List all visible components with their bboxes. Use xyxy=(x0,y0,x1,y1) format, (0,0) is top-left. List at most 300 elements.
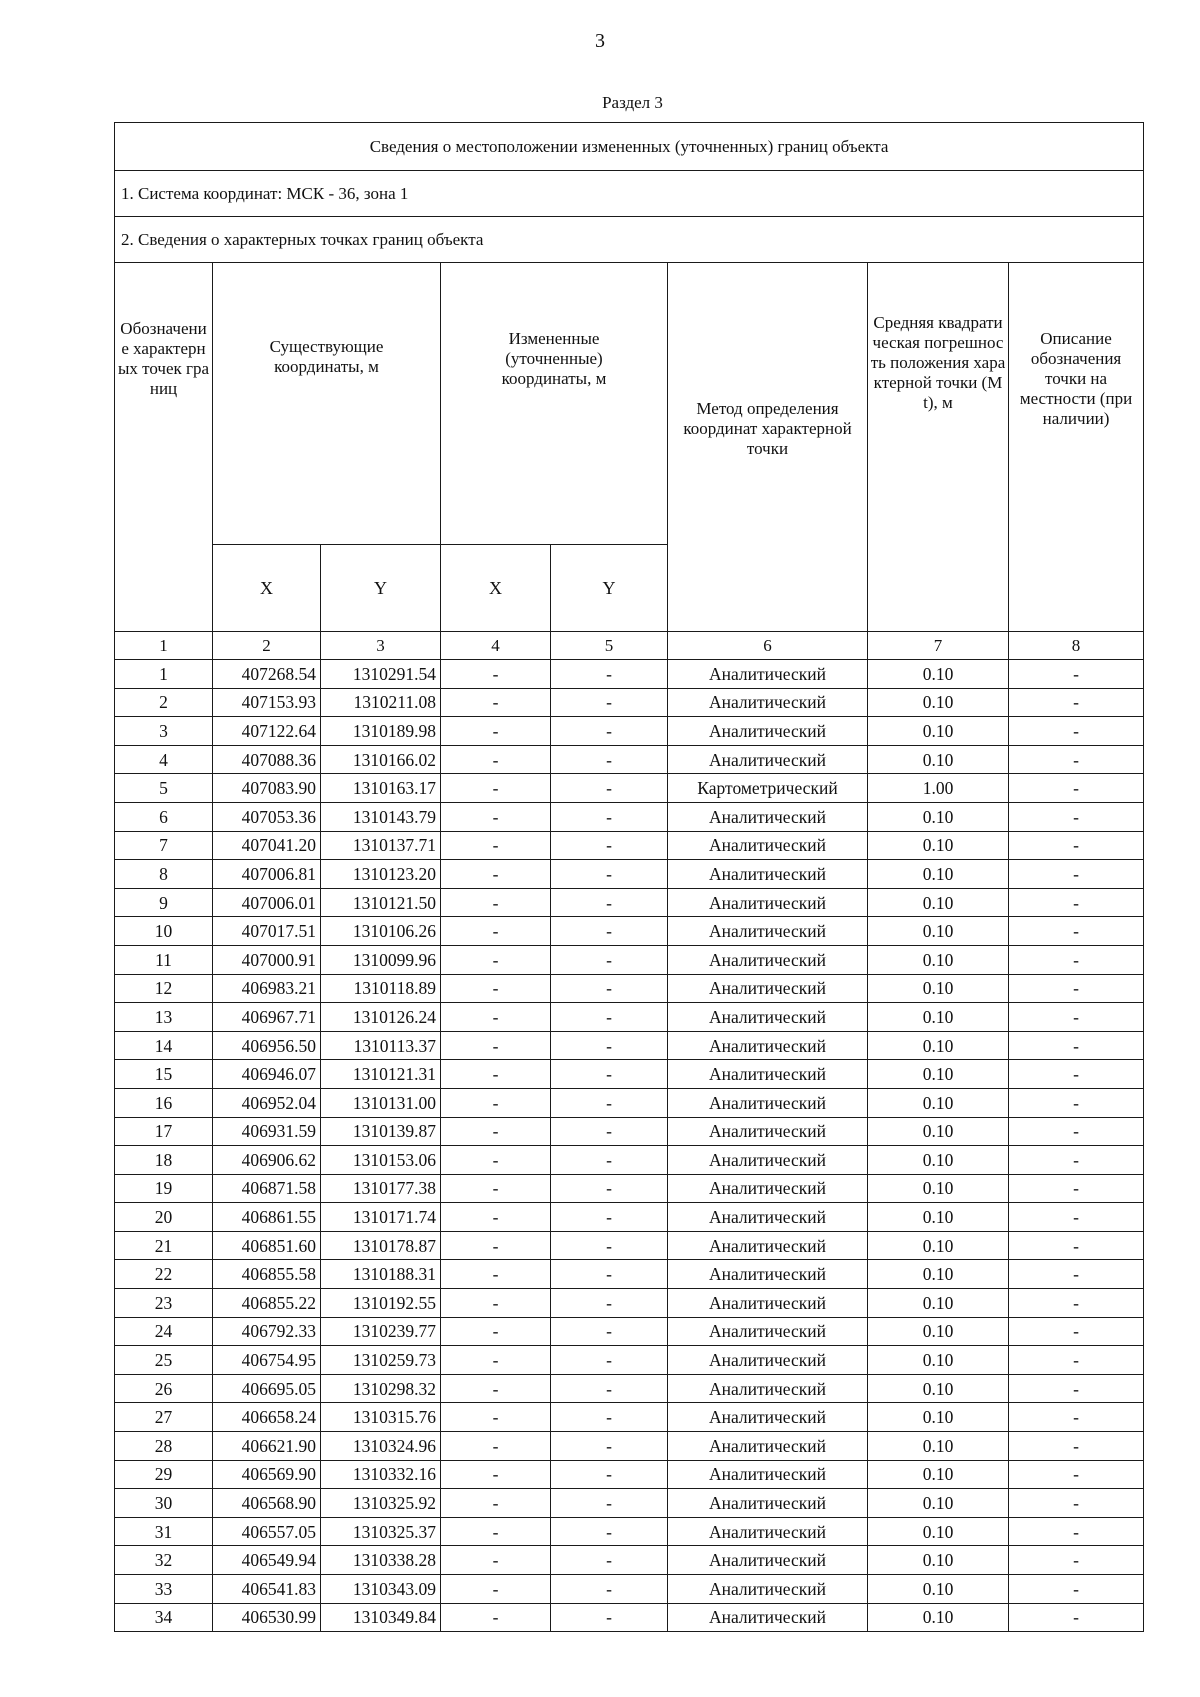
table-row xyxy=(115,802,1144,831)
changed-x-cell: - xyxy=(441,1603,551,1632)
accuracy-cell: 0.10 xyxy=(868,1060,1009,1089)
changed-x-cell: - xyxy=(441,745,551,774)
description-cell: - xyxy=(1009,688,1144,717)
changed-y-cell: - xyxy=(551,860,668,889)
table-row xyxy=(115,660,1144,689)
existing-y-cell: 1310123.20 xyxy=(321,860,441,889)
changed-x-cell: - xyxy=(441,1289,551,1318)
column-number: 6 xyxy=(668,632,868,660)
changed-x-cell: - xyxy=(441,660,551,689)
column-number: 3 xyxy=(321,632,441,660)
point-id-cell: 18 xyxy=(115,1146,213,1175)
existing-x-cell: 406621.90 xyxy=(213,1432,321,1461)
changed-x-cell: - xyxy=(441,888,551,917)
existing-x-cell: 406557.05 xyxy=(213,1517,321,1546)
table-row xyxy=(115,1517,1144,1546)
changed-x-cell: - xyxy=(441,1517,551,1546)
header-changed-coordinates: Измененные (уточненные) координаты, м xyxy=(441,263,668,545)
changed-x-cell: - xyxy=(441,1546,551,1575)
changed-y-cell: - xyxy=(551,688,668,717)
point-id-cell: 25 xyxy=(115,1346,213,1375)
changed-y-cell: - xyxy=(551,1575,668,1604)
changed-x-cell: - xyxy=(441,1117,551,1146)
accuracy-cell: 0.10 xyxy=(868,974,1009,1003)
existing-x-cell: 407153.93 xyxy=(213,688,321,717)
changed-x-cell: - xyxy=(441,1489,551,1518)
point-id-cell: 11 xyxy=(115,945,213,974)
description-cell: - xyxy=(1009,1374,1144,1403)
method-cell: Аналитический xyxy=(668,974,868,1003)
changed-y-cell: - xyxy=(551,1231,668,1260)
changed-y-cell: - xyxy=(551,1517,668,1546)
existing-x-cell: 406983.21 xyxy=(213,974,321,1003)
existing-x-cell: 406569.90 xyxy=(213,1460,321,1489)
accuracy-cell: 0.10 xyxy=(868,1603,1009,1632)
changed-y-cell: - xyxy=(551,1317,668,1346)
accuracy-cell: 0.10 xyxy=(868,1346,1009,1375)
changed-y-cell: - xyxy=(551,1031,668,1060)
point-id-cell: 20 xyxy=(115,1203,213,1232)
table-row xyxy=(115,1346,1144,1375)
existing-x-cell: 406956.50 xyxy=(213,1031,321,1060)
table-row xyxy=(115,888,1144,917)
point-id-cell: 12 xyxy=(115,974,213,1003)
existing-y-cell: 1310131.00 xyxy=(321,1088,441,1117)
description-cell: - xyxy=(1009,917,1144,946)
description-cell: - xyxy=(1009,802,1144,831)
existing-y-cell: 1310118.89 xyxy=(321,974,441,1003)
accuracy-cell: 0.10 xyxy=(868,1489,1009,1518)
changed-x-cell: - xyxy=(441,1575,551,1604)
table-row xyxy=(115,717,1144,746)
existing-x-cell: 406658.24 xyxy=(213,1403,321,1432)
column-numbers-row xyxy=(115,632,1144,660)
table-row xyxy=(115,945,1144,974)
table-row xyxy=(115,688,1144,717)
method-cell: Аналитический xyxy=(668,1489,868,1518)
accuracy-cell: 0.10 xyxy=(868,917,1009,946)
header-changed-x: X xyxy=(441,545,551,632)
accuracy-cell: 0.10 xyxy=(868,831,1009,860)
method-cell: Аналитический xyxy=(668,1117,868,1146)
existing-y-cell: 1310239.77 xyxy=(321,1317,441,1346)
existing-x-cell: 406906.62 xyxy=(213,1146,321,1175)
method-cell: Аналитический xyxy=(668,1460,868,1489)
changed-y-cell: - xyxy=(551,1088,668,1117)
existing-x-cell: 406541.83 xyxy=(213,1575,321,1604)
existing-x-cell: 407041.20 xyxy=(213,831,321,860)
column-number: 1 xyxy=(115,632,213,660)
existing-x-cell: 407000.91 xyxy=(213,945,321,974)
changed-y-cell: - xyxy=(551,1546,668,1575)
accuracy-cell: 0.10 xyxy=(868,1317,1009,1346)
accuracy-cell: 0.10 xyxy=(868,1517,1009,1546)
changed-x-cell: - xyxy=(441,802,551,831)
table-row xyxy=(115,1575,1144,1604)
description-cell: - xyxy=(1009,1117,1144,1146)
column-number: 4 xyxy=(441,632,551,660)
coordinate-system: 1. Система координат: МСК - 36, зона 1 xyxy=(115,171,1144,217)
point-id-cell: 24 xyxy=(115,1317,213,1346)
existing-y-cell: 1310106.26 xyxy=(321,917,441,946)
accuracy-cell: 0.10 xyxy=(868,1146,1009,1175)
changed-x-cell: - xyxy=(441,1174,551,1203)
accuracy-cell: 0.10 xyxy=(868,1003,1009,1032)
changed-y-cell: - xyxy=(551,1374,668,1403)
changed-x-cell: - xyxy=(441,1088,551,1117)
point-id-cell: 34 xyxy=(115,1603,213,1632)
accuracy-cell: 0.10 xyxy=(868,1374,1009,1403)
table-row xyxy=(115,1146,1144,1175)
description-cell: - xyxy=(1009,1460,1144,1489)
table-row xyxy=(115,1432,1144,1461)
changed-x-cell: - xyxy=(441,1231,551,1260)
existing-y-cell: 1310315.76 xyxy=(321,1403,441,1432)
existing-x-cell: 407122.64 xyxy=(213,717,321,746)
accuracy-cell: 0.10 xyxy=(868,1546,1009,1575)
existing-y-cell: 1310153.06 xyxy=(321,1146,441,1175)
existing-y-cell: 1310178.87 xyxy=(321,1231,441,1260)
table-row xyxy=(115,1289,1144,1318)
changed-x-cell: - xyxy=(441,1346,551,1375)
changed-x-cell: - xyxy=(441,974,551,1003)
existing-y-cell: 1310137.71 xyxy=(321,831,441,860)
changed-x-cell: - xyxy=(441,1203,551,1232)
changed-x-cell: - xyxy=(441,945,551,974)
changed-x-cell: - xyxy=(441,1031,551,1060)
existing-y-cell: 1310298.32 xyxy=(321,1374,441,1403)
description-cell: - xyxy=(1009,1432,1144,1461)
existing-x-cell: 407088.36 xyxy=(213,745,321,774)
method-cell: Аналитический xyxy=(668,860,868,889)
method-cell: Аналитический xyxy=(668,945,868,974)
table-row xyxy=(115,1603,1144,1632)
description-cell: - xyxy=(1009,888,1144,917)
changed-y-cell: - xyxy=(551,1489,668,1518)
accuracy-cell: 0.10 xyxy=(868,860,1009,889)
table-row xyxy=(115,1231,1144,1260)
changed-x-cell: - xyxy=(441,1403,551,1432)
existing-y-cell: 1310177.38 xyxy=(321,1174,441,1203)
table-row xyxy=(115,1489,1144,1518)
changed-y-cell: - xyxy=(551,717,668,746)
changed-y-cell: - xyxy=(551,1432,668,1461)
table-row xyxy=(115,1260,1144,1289)
changed-y-cell: - xyxy=(551,945,668,974)
existing-y-cell: 1310121.50 xyxy=(321,888,441,917)
method-cell: Аналитический xyxy=(668,745,868,774)
description-cell: - xyxy=(1009,1489,1144,1518)
description-cell: - xyxy=(1009,1603,1144,1632)
existing-y-cell: 1310099.96 xyxy=(321,945,441,974)
changed-x-cell: - xyxy=(441,1060,551,1089)
table-row xyxy=(115,1374,1144,1403)
existing-x-cell: 406754.95 xyxy=(213,1346,321,1375)
point-id-cell: 9 xyxy=(115,888,213,917)
method-cell: Аналитический xyxy=(668,1003,868,1032)
method-cell: Аналитический xyxy=(668,1546,868,1575)
existing-y-cell: 1310332.16 xyxy=(321,1460,441,1489)
changed-y-cell: - xyxy=(551,974,668,1003)
page-number: 3 xyxy=(595,30,605,52)
column-number: 7 xyxy=(868,632,1009,660)
point-id-cell: 10 xyxy=(115,917,213,946)
method-cell: Аналитический xyxy=(668,1317,868,1346)
description-cell: - xyxy=(1009,831,1144,860)
accuracy-cell: 1.00 xyxy=(868,774,1009,803)
accuracy-cell: 0.10 xyxy=(868,888,1009,917)
table-row xyxy=(115,917,1144,946)
changed-x-cell: - xyxy=(441,1374,551,1403)
accuracy-cell: 0.10 xyxy=(868,1088,1009,1117)
method-cell: Картометрический xyxy=(668,774,868,803)
description-cell: - xyxy=(1009,660,1144,689)
point-id-cell: 14 xyxy=(115,1031,213,1060)
changed-x-cell: - xyxy=(441,860,551,889)
column-number: 8 xyxy=(1009,632,1144,660)
existing-x-cell: 406952.04 xyxy=(213,1088,321,1117)
method-cell: Аналитический xyxy=(668,1403,868,1432)
changed-x-cell: - xyxy=(441,1260,551,1289)
existing-y-cell: 1310189.98 xyxy=(321,717,441,746)
table-row xyxy=(115,1088,1144,1117)
method-cell: Аналитический xyxy=(668,1231,868,1260)
accuracy-cell: 0.10 xyxy=(868,1432,1009,1461)
accuracy-cell: 0.10 xyxy=(868,1260,1009,1289)
description-cell: - xyxy=(1009,1031,1144,1060)
existing-y-cell: 1310139.87 xyxy=(321,1117,441,1146)
header-existing-coordinates: Существующие координаты, м xyxy=(213,263,441,545)
table-row xyxy=(115,1203,1144,1232)
changed-y-cell: - xyxy=(551,1060,668,1089)
existing-x-cell: 406851.60 xyxy=(213,1231,321,1260)
table-row xyxy=(115,745,1144,774)
table-row xyxy=(115,1031,1144,1060)
changed-y-cell: - xyxy=(551,917,668,946)
changed-y-cell: - xyxy=(551,1146,668,1175)
existing-y-cell: 1310163.17 xyxy=(321,774,441,803)
existing-x-cell: 407053.36 xyxy=(213,802,321,831)
existing-x-cell: 406871.58 xyxy=(213,1174,321,1203)
changed-x-cell: - xyxy=(441,1146,551,1175)
changed-x-cell: - xyxy=(441,1432,551,1461)
point-id-cell: 15 xyxy=(115,1060,213,1089)
changed-y-cell: - xyxy=(551,1460,668,1489)
table-row xyxy=(115,1460,1144,1489)
existing-x-cell: 406967.71 xyxy=(213,1003,321,1032)
description-cell: - xyxy=(1009,1289,1144,1318)
method-cell: Аналитический xyxy=(668,1060,868,1089)
existing-x-cell: 406695.05 xyxy=(213,1374,321,1403)
point-id-cell: 27 xyxy=(115,1403,213,1432)
header-existing-y: Y xyxy=(321,545,441,632)
description-cell: - xyxy=(1009,1575,1144,1604)
existing-y-cell: 1310171.74 xyxy=(321,1203,441,1232)
method-cell: Аналитический xyxy=(668,1260,868,1289)
description-cell: - xyxy=(1009,745,1144,774)
description-cell: - xyxy=(1009,1317,1144,1346)
existing-x-cell: 406530.99 xyxy=(213,1603,321,1632)
point-id-cell: 1 xyxy=(115,660,213,689)
accuracy-cell: 0.10 xyxy=(868,717,1009,746)
method-cell: Аналитический xyxy=(668,802,868,831)
point-id-cell: 31 xyxy=(115,1517,213,1546)
header-accuracy: Средняя квадратическая погрешность положения характерной точки (Mt), м xyxy=(868,263,1009,632)
point-id-cell: 16 xyxy=(115,1088,213,1117)
method-cell: Аналитический xyxy=(668,831,868,860)
header-method: Метод определения координат характерной точки xyxy=(668,263,868,632)
point-id-cell: 8 xyxy=(115,860,213,889)
table-row xyxy=(115,1546,1144,1575)
point-id-cell: 13 xyxy=(115,1003,213,1032)
table-row xyxy=(115,1117,1144,1146)
accuracy-cell: 0.10 xyxy=(868,1231,1009,1260)
existing-x-cell: 406931.59 xyxy=(213,1117,321,1146)
table-title: Сведения о местоположении измененных (уточненных) границ объекта xyxy=(115,123,1144,171)
existing-x-cell: 406792.33 xyxy=(213,1317,321,1346)
existing-y-cell: 1310143.79 xyxy=(321,802,441,831)
method-cell: Аналитический xyxy=(668,1031,868,1060)
description-cell: - xyxy=(1009,774,1144,803)
changed-x-cell: - xyxy=(441,1317,551,1346)
changed-y-cell: - xyxy=(551,1003,668,1032)
changed-x-cell: - xyxy=(441,831,551,860)
existing-y-cell: 1310113.37 xyxy=(321,1031,441,1060)
existing-y-cell: 1310291.54 xyxy=(321,660,441,689)
changed-y-cell: - xyxy=(551,745,668,774)
accuracy-cell: 0.10 xyxy=(868,802,1009,831)
table-row xyxy=(115,774,1144,803)
table-row xyxy=(115,860,1144,889)
accuracy-cell: 0.10 xyxy=(868,660,1009,689)
header-existing-x: X xyxy=(213,545,321,632)
method-cell: Аналитический xyxy=(668,1289,868,1318)
table-row xyxy=(115,831,1144,860)
accuracy-cell: 0.10 xyxy=(868,1203,1009,1232)
existing-x-cell: 406568.90 xyxy=(213,1489,321,1518)
existing-y-cell: 1310166.02 xyxy=(321,745,441,774)
changed-y-cell: - xyxy=(551,1117,668,1146)
changed-y-cell: - xyxy=(551,774,668,803)
point-id-cell: 33 xyxy=(115,1575,213,1604)
description-cell: - xyxy=(1009,1060,1144,1089)
description-cell: - xyxy=(1009,1088,1144,1117)
table-row xyxy=(115,1060,1144,1089)
description-cell: - xyxy=(1009,1003,1144,1032)
description-cell: - xyxy=(1009,860,1144,889)
description-cell: - xyxy=(1009,717,1144,746)
point-id-cell: 23 xyxy=(115,1289,213,1318)
description-cell: - xyxy=(1009,1403,1144,1432)
accuracy-cell: 0.10 xyxy=(868,1174,1009,1203)
point-id-cell: 4 xyxy=(115,745,213,774)
existing-y-cell: 1310192.55 xyxy=(321,1289,441,1318)
existing-y-cell: 1310188.31 xyxy=(321,1260,441,1289)
existing-x-cell: 406855.22 xyxy=(213,1289,321,1318)
existing-y-cell: 1310325.92 xyxy=(321,1489,441,1518)
existing-y-cell: 1310121.31 xyxy=(321,1060,441,1089)
accuracy-cell: 0.10 xyxy=(868,1031,1009,1060)
changed-y-cell: - xyxy=(551,802,668,831)
method-cell: Аналитический xyxy=(668,1517,868,1546)
accuracy-cell: 0.10 xyxy=(868,1289,1009,1318)
method-cell: Аналитический xyxy=(668,1346,868,1375)
accuracy-cell: 0.10 xyxy=(868,1117,1009,1146)
accuracy-cell: 0.10 xyxy=(868,688,1009,717)
changed-y-cell: - xyxy=(551,888,668,917)
changed-y-cell: - xyxy=(551,1346,668,1375)
changed-x-cell: - xyxy=(441,917,551,946)
changed-x-cell: - xyxy=(441,688,551,717)
point-id-cell: 2 xyxy=(115,688,213,717)
method-cell: Аналитический xyxy=(668,888,868,917)
changed-y-cell: - xyxy=(551,1603,668,1632)
existing-x-cell: 407268.54 xyxy=(213,660,321,689)
accuracy-cell: 0.10 xyxy=(868,745,1009,774)
existing-x-cell: 407083.90 xyxy=(213,774,321,803)
existing-y-cell: 1310259.73 xyxy=(321,1346,441,1375)
point-id-cell: 6 xyxy=(115,802,213,831)
existing-y-cell: 1310325.37 xyxy=(321,1517,441,1546)
description-cell: - xyxy=(1009,1546,1144,1575)
changed-x-cell: - xyxy=(441,774,551,803)
point-id-cell: 29 xyxy=(115,1460,213,1489)
boundary-points-table xyxy=(114,122,1144,1632)
section-label: Раздел 3 xyxy=(602,93,663,112)
changed-x-cell: - xyxy=(441,1003,551,1032)
description-cell: - xyxy=(1009,974,1144,1003)
changed-y-cell: - xyxy=(551,1260,668,1289)
table-row xyxy=(115,974,1144,1003)
existing-x-cell: 406855.58 xyxy=(213,1260,321,1289)
description-cell: - xyxy=(1009,1346,1144,1375)
description-cell: - xyxy=(1009,1146,1144,1175)
point-id-cell: 5 xyxy=(115,774,213,803)
existing-x-cell: 406946.07 xyxy=(213,1060,321,1089)
point-id-cell: 7 xyxy=(115,831,213,860)
changed-x-cell: - xyxy=(441,1460,551,1489)
point-id-cell: 28 xyxy=(115,1432,213,1461)
points-heading: 2. Сведения о характерных точках границ объекта xyxy=(115,217,1144,263)
changed-y-cell: - xyxy=(551,660,668,689)
point-id-cell: 32 xyxy=(115,1546,213,1575)
point-id-cell: 22 xyxy=(115,1260,213,1289)
method-cell: Аналитический xyxy=(668,717,868,746)
method-cell: Аналитический xyxy=(668,1374,868,1403)
accuracy-cell: 0.10 xyxy=(868,1403,1009,1432)
method-cell: Аналитический xyxy=(668,1088,868,1117)
method-cell: Аналитический xyxy=(668,1432,868,1461)
table-row xyxy=(115,1317,1144,1346)
existing-y-cell: 1310343.09 xyxy=(321,1575,441,1604)
changed-y-cell: - xyxy=(551,831,668,860)
accuracy-cell: 0.10 xyxy=(868,1575,1009,1604)
existing-x-cell: 407006.01 xyxy=(213,888,321,917)
table-row xyxy=(115,1174,1144,1203)
description-cell: - xyxy=(1009,1231,1144,1260)
description-cell: - xyxy=(1009,1203,1144,1232)
method-cell: Аналитический xyxy=(668,917,868,946)
changed-y-cell: - xyxy=(551,1174,668,1203)
method-cell: Аналитический xyxy=(668,1603,868,1632)
method-cell: Аналитический xyxy=(668,660,868,689)
header-designation: Обозначение характерных точек границ xyxy=(115,263,213,632)
description-cell: - xyxy=(1009,945,1144,974)
table-row xyxy=(115,1003,1144,1032)
header-changed-y: Y xyxy=(551,545,668,632)
existing-x-cell: 406861.55 xyxy=(213,1203,321,1232)
column-number: 2 xyxy=(213,632,321,660)
